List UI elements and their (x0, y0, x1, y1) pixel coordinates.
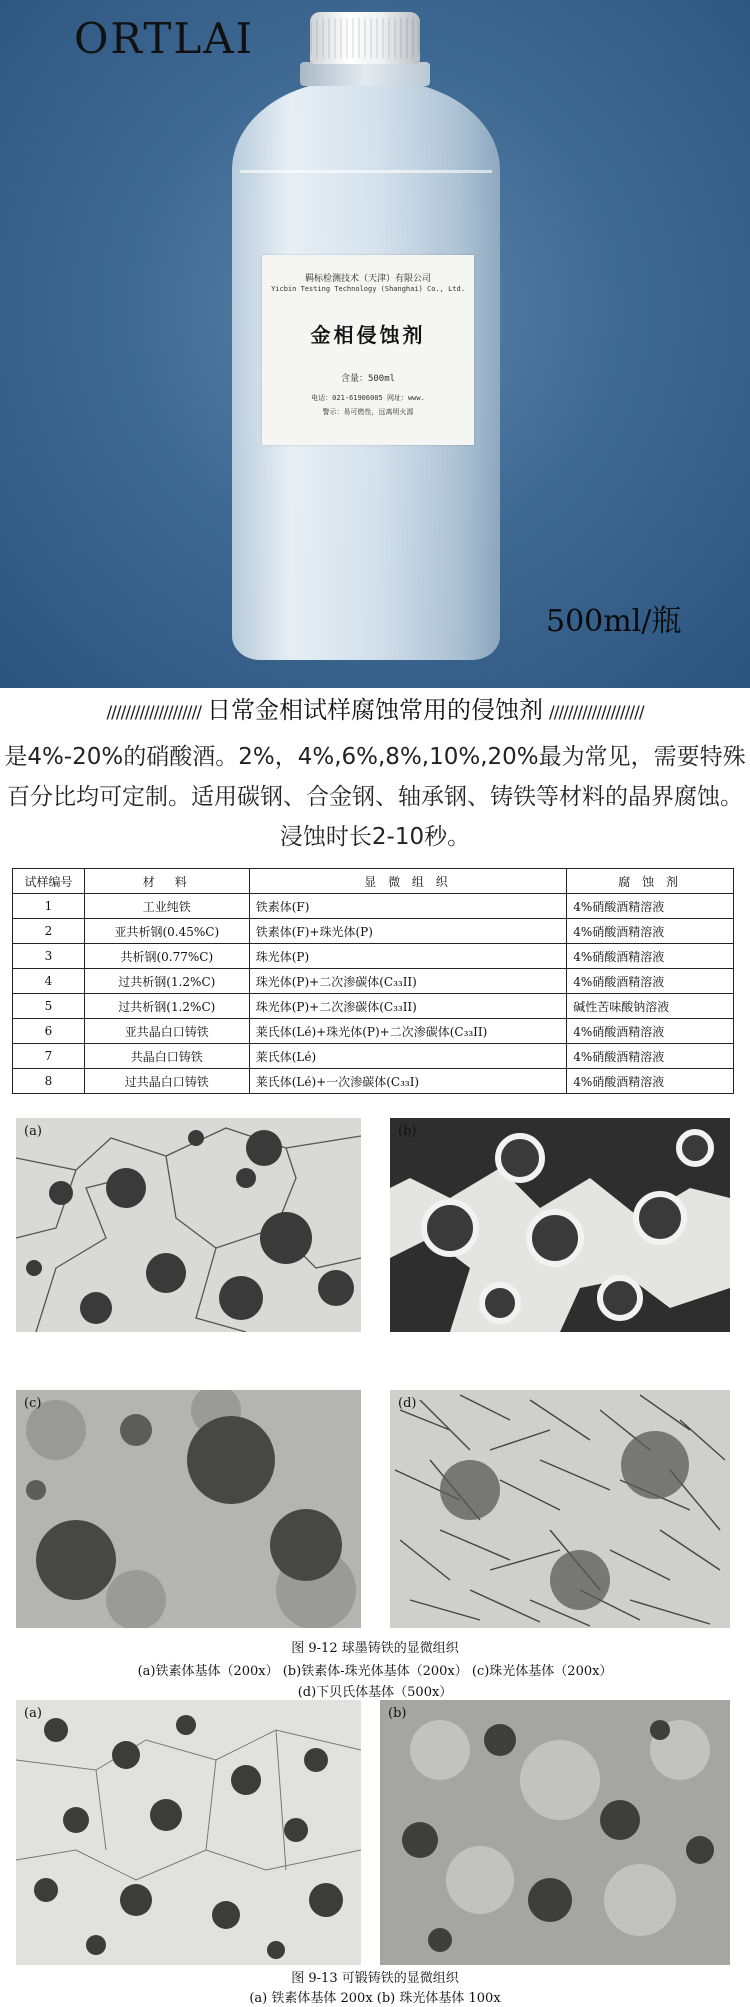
figure-9-12-caption: 图 9-12 球墨铸铁的显微组织 (291, 1641, 459, 1656)
heading-slashes-right: //////////////////// (549, 703, 644, 723)
cell-material: 过共析钢(1.2%C) (84, 994, 249, 1019)
figure-9-12-subcaption-2: (d)下贝氏体基体（500x） (297, 1685, 453, 1700)
table-row (13, 969, 734, 994)
micrograph-9-12-c (16, 1390, 361, 1628)
label-product: 金相侵蚀剂 (310, 323, 426, 347)
micrograph-9-12-a (16, 1118, 361, 1332)
cell-microstructure: 珠光体(P) (249, 944, 567, 969)
cell-microstructure: 铁素体(F)+珠光体(P) (249, 919, 567, 944)
cell-material: 过共析钢(1.2%C) (84, 969, 249, 994)
cell-microstructure: 莱氏体(Lé) (249, 1044, 567, 1069)
heading-title: 日常金相试样腐蚀常用的侵蚀剂 (207, 696, 543, 724)
cell-etchant: 4%硝酸酒精溶液 (567, 1019, 734, 1044)
table-row (13, 1044, 734, 1069)
cell-id: 5 (13, 994, 85, 1019)
micrograph-9-13-a (16, 1700, 361, 1965)
label-company: 羁标检测技术（天津）有限公司 (304, 274, 431, 284)
micrograph-9-12-d (390, 1390, 730, 1628)
micrograph-9-13-b (380, 1700, 730, 1965)
cell-material: 亚共析钢(0.45%C) (84, 919, 249, 944)
bottle-highlight (240, 170, 492, 173)
cell-material: 过共晶白口铸铁 (84, 1069, 249, 1094)
label-contact: 电话：021-61906005 网址：www. (311, 394, 425, 402)
bottle-neck (300, 62, 430, 86)
cell-microstructure: 珠光体(P)+二次渗碳体(C₃₃II) (249, 994, 567, 1019)
cell-id: 6 (13, 1019, 85, 1044)
volume-text: 500ml/瓶 (546, 604, 682, 639)
cell-etchant: 4%硝酸酒精溶液 (567, 894, 734, 919)
table-header-row (13, 869, 734, 894)
product-photo (0, 0, 750, 688)
cell-id: 7 (13, 1044, 85, 1069)
panel-tag: (d) (398, 1396, 417, 1411)
cell-id: 3 (13, 944, 85, 969)
panel-tag: (b) (398, 1124, 417, 1139)
cell-microstructure: 铁素体(F) (249, 894, 567, 919)
panel-tag: (b) (388, 1706, 407, 1721)
cell-material: 共晶白口铸铁 (84, 1044, 249, 1069)
panel-tag: (c) (24, 1396, 42, 1411)
cell-id: 4 (13, 969, 85, 994)
table-row (13, 919, 734, 944)
cell-etchant: 4%硝酸酒精溶液 (567, 1044, 734, 1069)
figure-9-12-subcaption-1: (a)铁素体基体（200x） (b)铁素体-珠光体基体（200x） (c)珠光体基体（200x） (137, 1664, 613, 1679)
cell-etchant: 4%硝酸酒精溶液 (567, 944, 734, 969)
cell-microstructure: 莱氏体(Lé)+一次渗碳体(C₃₃I) (249, 1069, 567, 1094)
table-row (13, 1069, 734, 1094)
table-row (13, 944, 734, 969)
bottle-cap-ridges (310, 18, 420, 58)
brand-name: ORTLAI (74, 14, 255, 63)
cell-id: 1 (13, 894, 85, 919)
cell-etchant: 4%硝酸酒精溶液 (567, 1069, 734, 1094)
cell-material: 共析钢(0.77%C) (84, 944, 249, 969)
col-header-microstructure: 显 微 组 织 (249, 869, 567, 894)
cell-id: 8 (13, 1069, 85, 1094)
intro-line-3: 浸蚀时长2-10秒。 (279, 824, 471, 850)
figure-9-13-subcaption: (a) 铁素体基体 200x (b) 珠光体基体 100x (249, 1991, 501, 2006)
panel-tag: (a) (24, 1124, 42, 1139)
label-content: 含量：500ml (340, 374, 396, 384)
figure-9-13-caption: 图 9-13 可锻铸铁的显微组织 (291, 1971, 459, 1986)
bottle-label (262, 255, 474, 445)
label-company-en: Yicbin Testing Technology (Shanghai) Co., Ltd. (271, 285, 465, 293)
intro-line-2: 百分比均可定制。适用碳钢、合金钢、轴承钢、铸铁等材料的晶界腐蚀。 (7, 784, 743, 810)
cell-microstructure: 珠光体(P)+二次渗碳体(C₃₃II) (249, 969, 567, 994)
intro-line-1: 是4%-20%的硝酸酒。2%，4%,6%,8%,10%,20%最为常见，需要特殊 (4, 744, 746, 770)
cell-etchant: 碱性苦味酸钠溶液 (567, 994, 734, 1019)
cell-microstructure: 莱氏体(Lé)+珠光体(P)+二次渗碳体(C₃₃II) (249, 1019, 567, 1044)
cell-material: 亚共晶白口铸铁 (84, 1019, 249, 1044)
col-header-id: 试样编号 (13, 869, 85, 894)
col-header-etchant: 腐 蚀 剂 (567, 869, 734, 894)
table-row (13, 894, 734, 919)
cell-id: 2 (13, 919, 85, 944)
cell-material: 工业纯铁 (84, 894, 249, 919)
cell-etchant: 4%硝酸酒精溶液 (567, 969, 734, 994)
label-warning: 警示：易可燃性，远离明火源 (322, 408, 414, 416)
col-header-material: 材 料 (84, 869, 249, 894)
heading-slashes-left: //////////////////// (106, 703, 201, 723)
etchant-table (12, 868, 734, 1094)
cell-etchant: 4%硝酸酒精溶液 (567, 919, 734, 944)
panel-tag: (a) (24, 1706, 42, 1721)
table-row (13, 994, 734, 1019)
table-row (13, 1019, 734, 1044)
section-heading (0, 690, 750, 726)
micrograph-9-12-b (390, 1118, 730, 1332)
